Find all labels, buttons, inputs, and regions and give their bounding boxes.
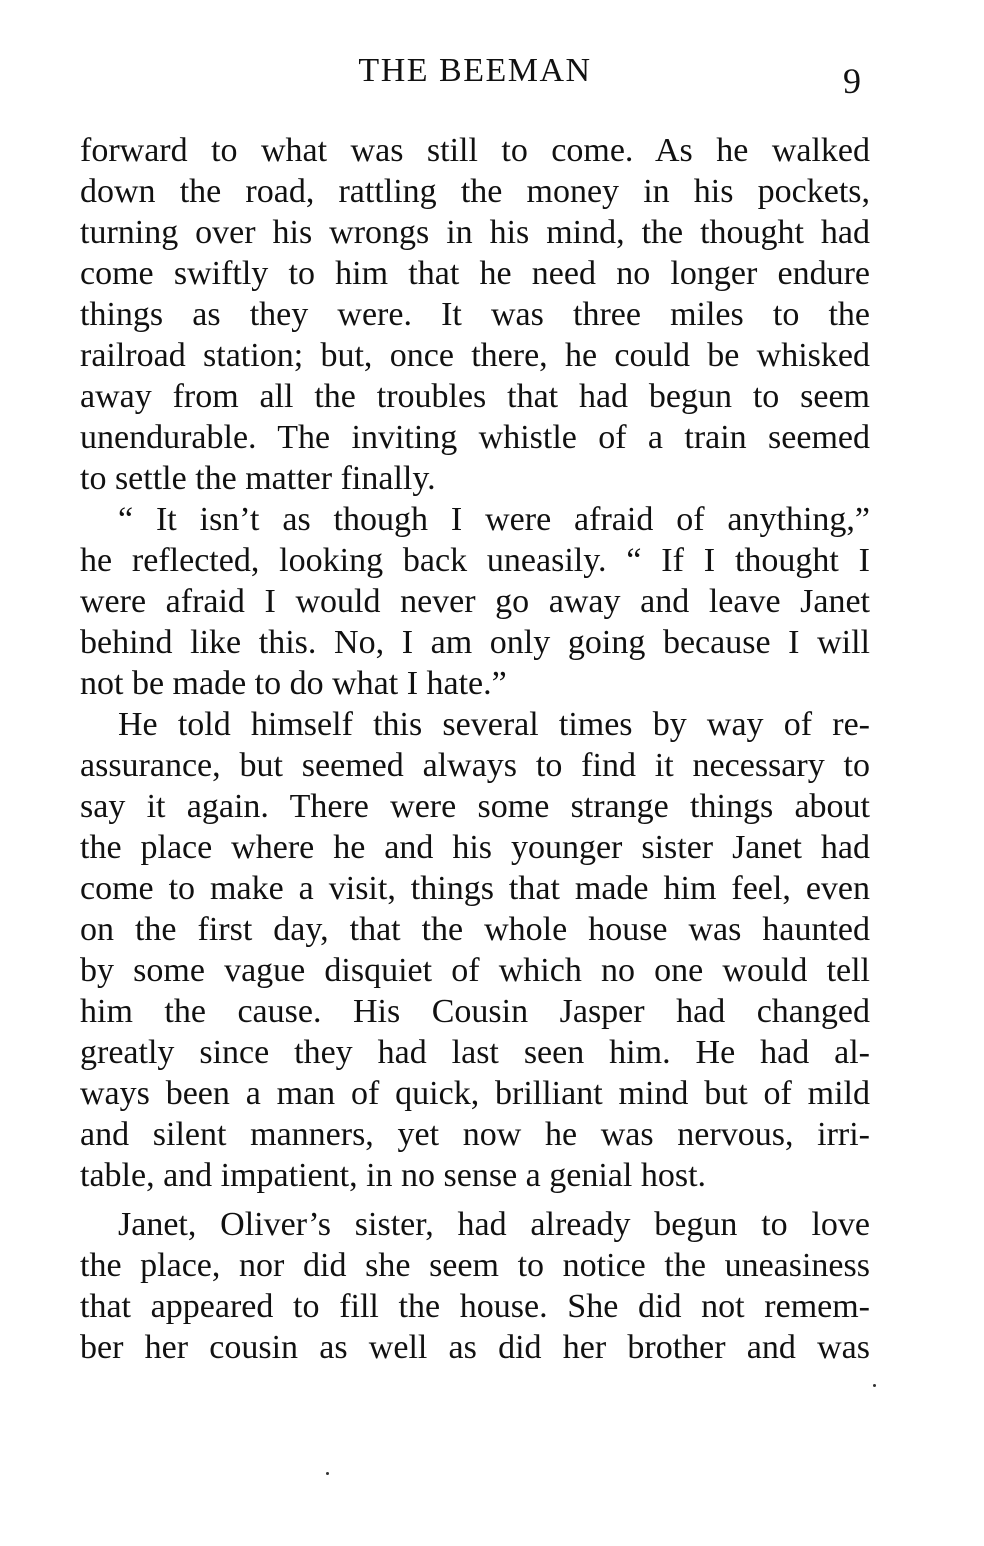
text-line: away from all the troubles that had begun to seem: [80, 378, 870, 415]
text-line: on the first day, that the whole house was haunted: [80, 911, 870, 948]
text-line: “ It isn’t as though I were afraid of anything,”: [118, 501, 870, 538]
text-line: he reflected, looking back uneasily. “ If I thought I: [80, 542, 870, 579]
text-line: turning over his wrongs in his mind, the thought had: [80, 214, 870, 251]
scan-speck: [326, 1472, 329, 1475]
text-line: railroad station; but, once there, he could be whisked: [80, 337, 870, 374]
text-line: assurance, but seemed always to find it necessary to: [80, 747, 870, 784]
running-title: THE BEEMAN: [358, 52, 592, 89]
text-line: by some vague disquiet of which no one would tell: [80, 952, 870, 989]
text-line: say it again. There were some strange things about: [80, 788, 870, 825]
text-line: ways been a man of quick, brilliant mind but of mild: [80, 1075, 870, 1112]
paragraph: [80, 704, 870, 1196]
text-line: ber her cousin as well as did her brother and was: [80, 1329, 870, 1366]
paragraph-gap: [80, 1196, 870, 1204]
text-line: greatly since they had last seen him. He had al-: [80, 1034, 870, 1071]
text-line: behind like this. No, I am only going because I will: [80, 624, 870, 661]
text-line: things as they were. It was three miles to the: [80, 296, 870, 333]
text-line: not be made to do what I hate.”: [80, 665, 507, 702]
page-number: 9: [843, 61, 861, 101]
text-line: down the road, rattling the money in his pockets,: [80, 173, 870, 210]
text-line: were afraid I would never go away and leave Janet: [80, 583, 870, 620]
text-line: Janet, Oliver’s sister, had already begun to love: [118, 1206, 870, 1243]
text-line: table, and impatient, in no sense a genial host.: [80, 1157, 707, 1194]
scan-speck: [873, 1384, 876, 1387]
text-line: and silent manners, yet now he was nervous, irri-: [80, 1116, 870, 1153]
text-line: forward to what was still to come. As he walked: [80, 132, 870, 169]
body-text: [80, 130, 870, 1368]
running-head: [0, 52, 984, 100]
text-line: to settle the matter finally.: [80, 460, 436, 497]
text-line: that appeared to fill the house. She did not remem-: [80, 1288, 870, 1325]
text-line: him the cause. His Cousin Jasper had changed: [80, 993, 870, 1030]
paragraph: [80, 1204, 870, 1368]
text-line: He told himself this several times by way of re-: [118, 706, 870, 743]
text-line: come to make a visit, things that made him feel, even: [80, 870, 870, 907]
paragraph: [80, 499, 870, 704]
paragraph: [80, 130, 870, 499]
text-line: the place, nor did she seem to notice the uneasiness: [80, 1247, 870, 1284]
text-line: come swiftly to him that he need no longer endure: [80, 255, 870, 292]
text-line: unendurable. The inviting whistle of a train seemed: [80, 419, 870, 456]
text-line: the place where he and his younger sister Janet had: [80, 829, 870, 866]
